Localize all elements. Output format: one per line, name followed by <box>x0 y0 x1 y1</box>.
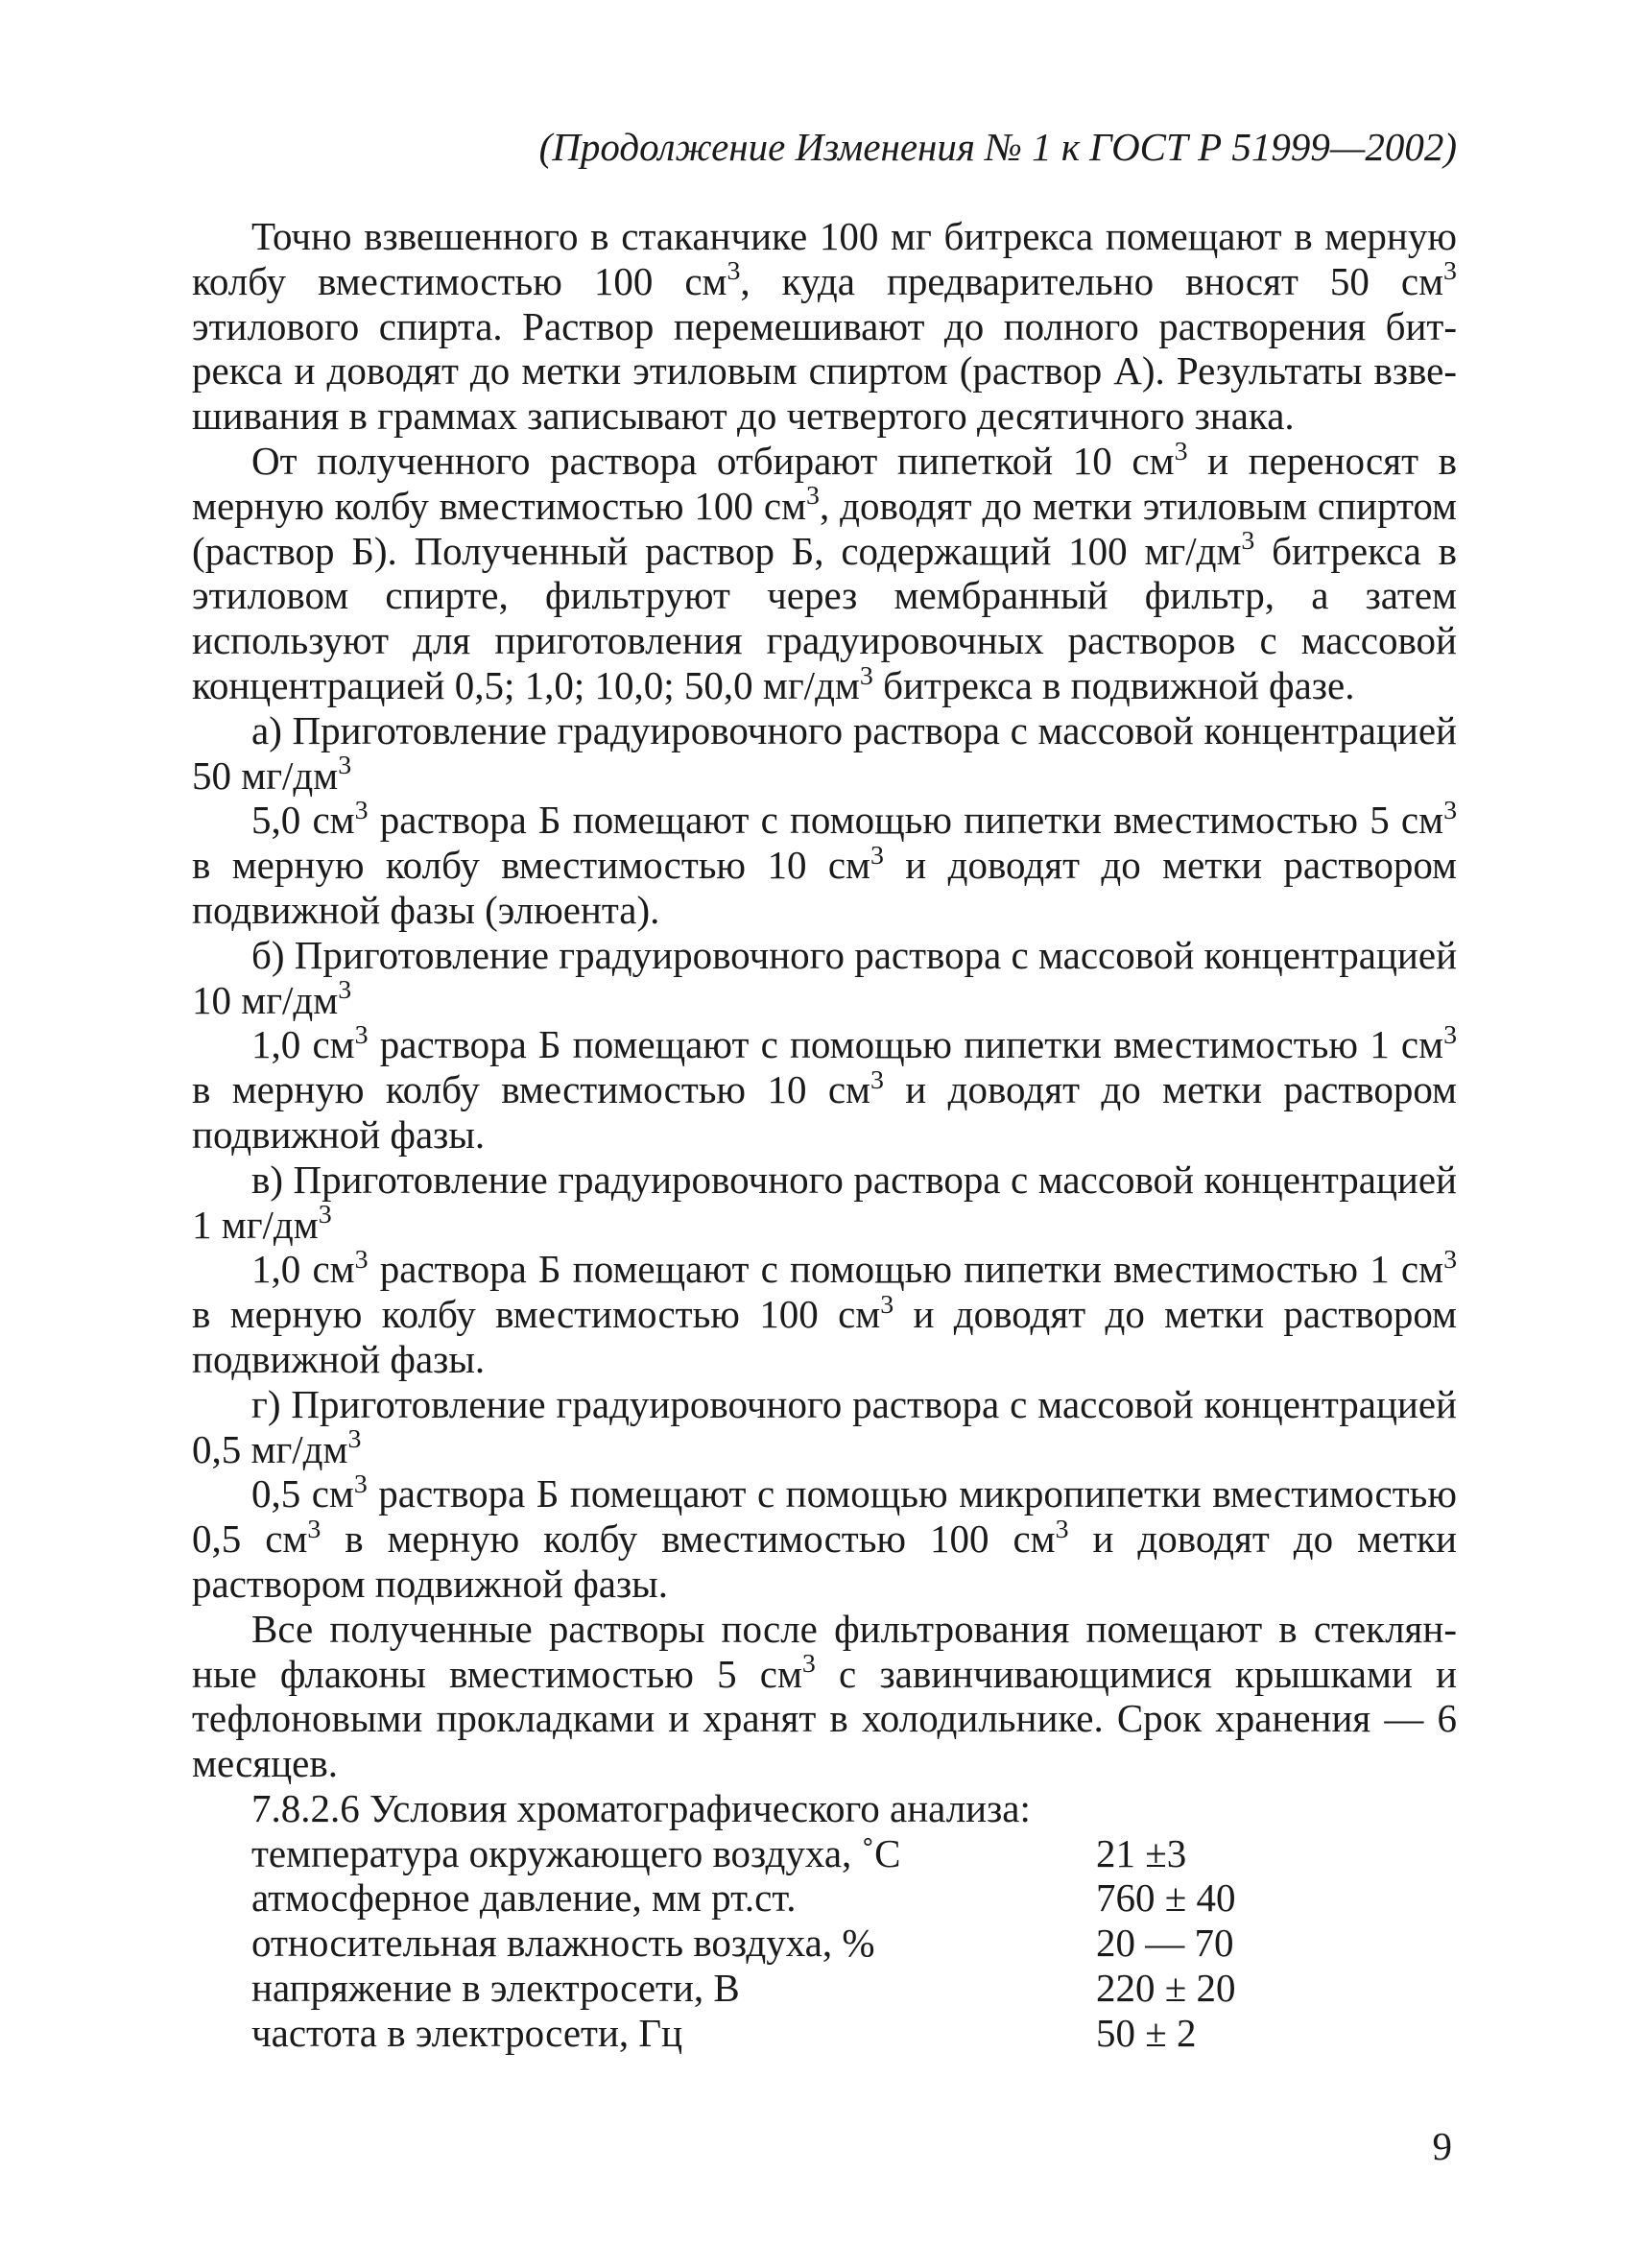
condition-row <box>192 2011 1457 2056</box>
text-run: 0,5 см <box>251 1471 354 1516</box>
condition-label: относительная влажность воздуха, % <box>251 1921 875 1966</box>
superscript: 3 <box>1443 1245 1457 1275</box>
condition-label: частота в электросети, Гц <box>251 2010 683 2055</box>
text-run: в) Приготовление градуировочного раствора с массовой концентрацией 1 мг/дм <box>192 1157 1457 1247</box>
text-run: с завинчивающимися крышками и тефлоновыми прокладками и хранят в холодильнике. Срок хранения — 6 месяцев. <box>192 1651 1457 1786</box>
body-paragraph <box>192 1158 1457 1248</box>
document-body <box>192 214 1457 2056</box>
page-number: 9 <box>1432 2124 1452 2168</box>
condition-row <box>192 1966 1457 2011</box>
condition-value: 50 ± 2 <box>1096 2010 1197 2055</box>
superscript: 3 <box>354 796 369 826</box>
text-run: этилового спирта. Раствор перемешивают до полного растворения битрекса и доводят до метки этиловым спиртом (раствор А). Результаты взвешивания в граммах записывают до четвертого десятичного знака. <box>192 303 1457 439</box>
text-run: От полученного раствора отбирают пипеткой 10 см <box>251 438 1175 483</box>
text-run: битрекса в этиловом спирте, фильтруют через мембранный фильтр, а затем используют для приготовления градуировочных растворов с массовой концентрацией 0,5; 1,0; 10,0; 50,0 мг/дм <box>192 528 1458 707</box>
text-run: Все полученные растворы после фильтрования помещают в стеклянные флаконы вместимостью 5 см <box>192 1606 1457 1696</box>
superscript: 3 <box>870 840 884 871</box>
body-paragraph <box>192 1468 1457 1606</box>
superscript: 3 <box>801 1649 816 1680</box>
text-run: , доводят до метки этиловым спиртом (раствор Б). Полученный раствор Б, содержащий 100 мг/дм <box>192 483 1457 573</box>
text-run: , куда предварительно вносят 50 см <box>740 258 1444 303</box>
superscript: 3 <box>354 1245 369 1275</box>
text-run: раствора Б помещают с помощью микропипетки вместимостью 0,5 см <box>192 1471 1457 1562</box>
text-run: раствора Б помещают с помощью пипетки вместимостью 5 см <box>368 798 1444 843</box>
body-paragraph <box>192 214 1457 439</box>
superscript: 3 <box>1443 1020 1457 1051</box>
condition-value: 21 ±3 <box>1096 1830 1187 1875</box>
paragraph-list <box>192 214 1457 1786</box>
superscript: 3 <box>880 1289 894 1320</box>
superscript: 3 <box>806 481 820 512</box>
condition-row <box>192 1831 1457 1876</box>
text-run: г) Приготовление градуировочного раствора с массовой концентрацией 0,5 мг/дм <box>192 1381 1457 1471</box>
text-run: в мерную колбу вместимостью 100 см <box>321 1516 1056 1562</box>
superscript: 3 <box>859 660 873 691</box>
condition-value: 20 — 70 <box>1096 1921 1234 1966</box>
text-run: 1,0 см <box>251 1022 355 1067</box>
condition-value: 760 ± 40 <box>1096 1875 1236 1921</box>
superscript: 3 <box>353 1468 368 1499</box>
text-run: раствора Б помещают с помощью пипетки вместимостью 1 см <box>368 1022 1444 1067</box>
superscript: 3 <box>870 1064 884 1095</box>
text-run: Точно взвешенного в стаканчике 100 мг битрекса помещают в мерную колбу вместимостью 100 см <box>192 214 1457 303</box>
body-paragraph <box>192 436 1458 708</box>
body-paragraph <box>192 1247 1457 1381</box>
text-run: в мерную колбу вместимостью 10 см <box>192 843 870 888</box>
body-paragraph <box>192 708 1457 799</box>
conditions-heading: 7.8.2.6 Условия хроматографического анализа: <box>251 1785 1031 1830</box>
body-paragraph <box>192 1022 1457 1157</box>
body-paragraph <box>192 798 1457 932</box>
condition-row <box>192 1921 1457 1966</box>
text-run: 5,0 см <box>251 798 355 843</box>
superscript: 3 <box>338 751 352 781</box>
condition-row <box>192 1875 1457 1921</box>
text-run: и доводят до метки раствором подвижной фазы. <box>192 1067 1457 1157</box>
superscript: 3 <box>307 1514 322 1544</box>
superscript: 3 <box>338 975 352 1006</box>
superscript: 3 <box>347 1424 362 1455</box>
condition-label: атмосферное давление, мм рт.ст. <box>251 1875 797 1921</box>
body-paragraph <box>192 933 1457 1023</box>
text-run: раствора Б помещают с помощью пипетки вместимостью 1 см <box>368 1247 1444 1292</box>
condition-label: температура окружающего воздуха, ˚С <box>251 1830 901 1875</box>
superscript: 3 <box>727 256 741 287</box>
body-paragraph <box>192 1382 1457 1472</box>
text-run: битрекса в подвижной фазе. <box>872 662 1355 707</box>
text-run: в мерную колбу вместимостью 10 см <box>192 1067 870 1112</box>
text-run: б) Приготовление градуировочного раствора с массовой концентрацией 10 мг/дм <box>192 932 1458 1022</box>
condition-label: напряжение в электросети, В <box>251 1966 740 2011</box>
text-run: и переносят в мерную колбу вместимостью 100 см <box>192 438 1457 528</box>
superscript: 3 <box>1055 1514 1069 1544</box>
text-run: и доводят до метки раствором подвижной фазы. <box>192 1516 1457 1606</box>
text-run: 1,0 см <box>251 1247 355 1292</box>
superscript: 3 <box>1443 256 1457 287</box>
text-run: и доводят до метки раствором подвижной фазы. <box>192 1292 1457 1381</box>
text-run: в мерную колбу вместимостью 100 см <box>192 1292 881 1337</box>
body-paragraph <box>192 1607 1457 1786</box>
superscript: 3 <box>1443 796 1457 826</box>
text-run: а) Приготовление градуировочного раствора с массовой концентрацией 50 мг/дм <box>192 707 1457 798</box>
conditions-list <box>192 1831 1457 2056</box>
running-header: (Продолжение Изменения № 1 к ГОСТ Р 51999—2002) <box>538 125 1457 169</box>
superscript: 3 <box>354 1020 369 1051</box>
superscript: 3 <box>1174 436 1188 466</box>
superscript: 3 <box>318 1200 332 1230</box>
text-run: и доводят до метки раствором подвижной фазы (элюента). <box>192 843 1457 932</box>
superscript: 3 <box>1241 526 1255 557</box>
condition-value: 220 ± 20 <box>1096 1966 1236 2011</box>
